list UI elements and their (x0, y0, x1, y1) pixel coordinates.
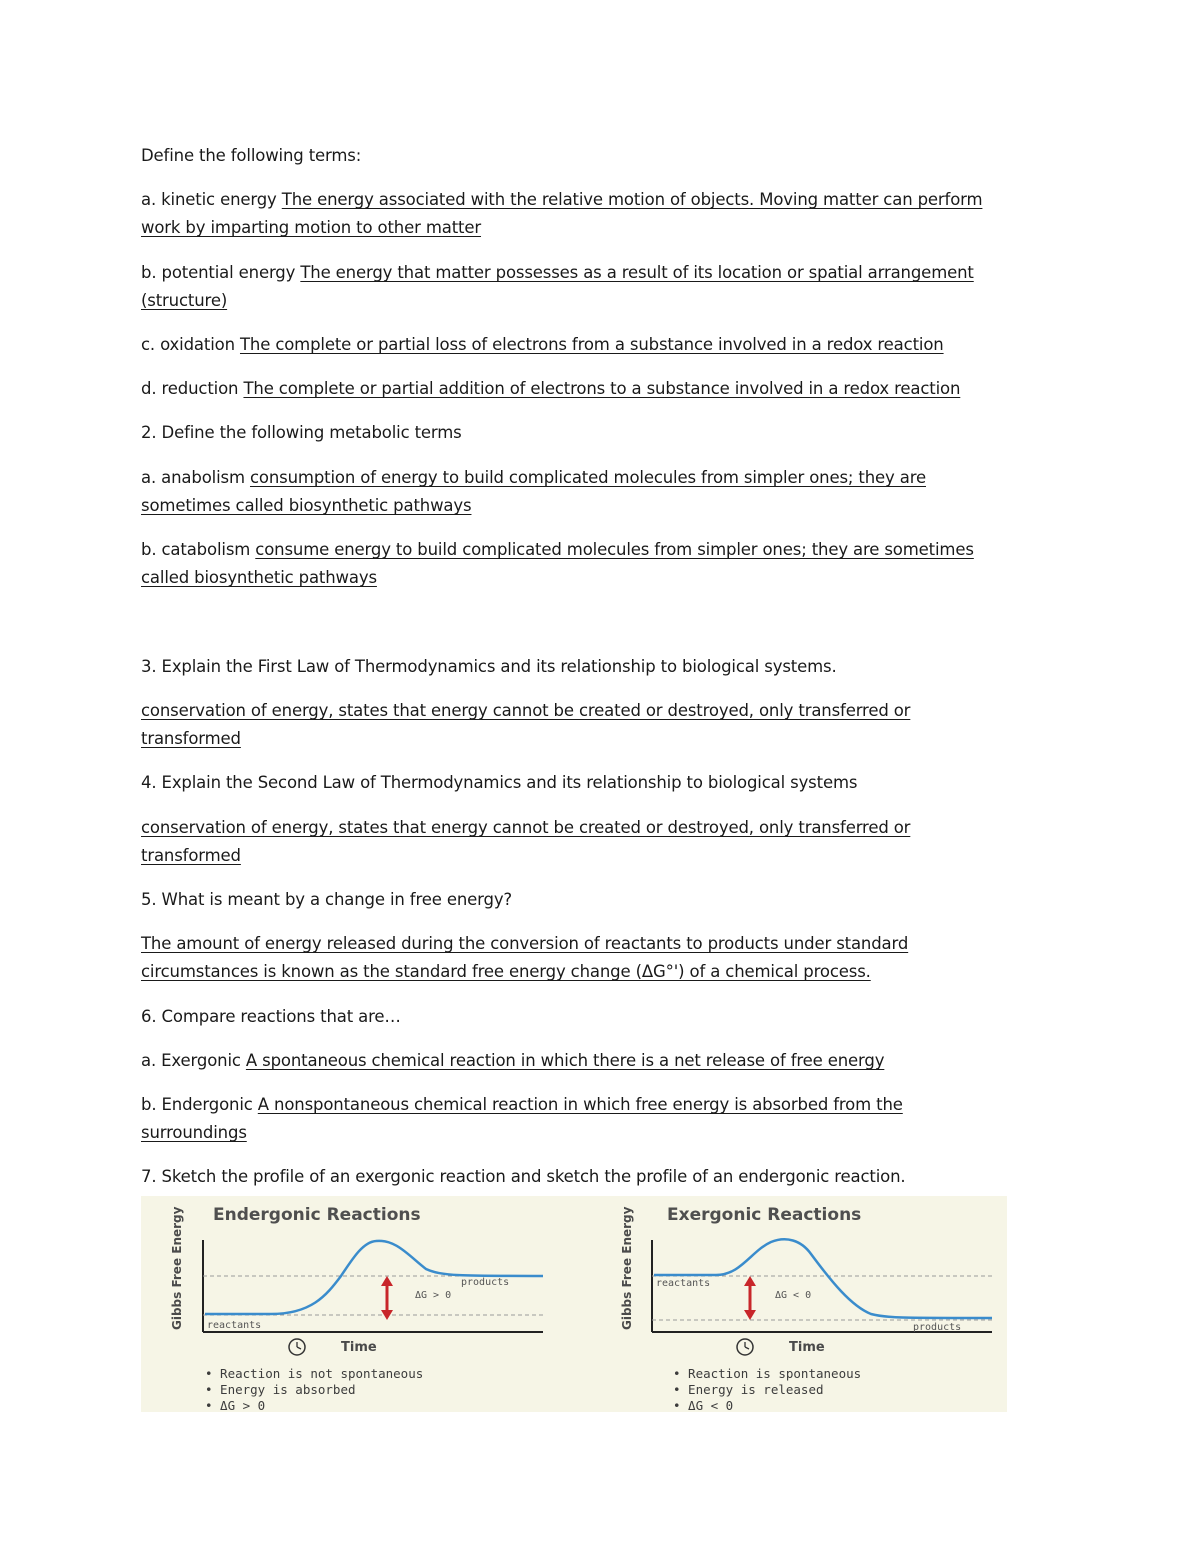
q4-title: 4. Explain the Second Law of Thermodynamics and its relationship to biological systems (141, 773, 858, 792)
q5-answer-line1: The amount of energy released during the conversion of reactants to products under standard (141, 934, 909, 953)
q1c-answer: The complete or partial loss of electrons from a substance involved in a redox reaction (239, 335, 944, 354)
q1c-term: c. oxidation (141, 335, 240, 354)
exergonic-products-label: products (913, 1322, 962, 1333)
endergonic-bullet-3: • ΔG > 0 (205, 1398, 266, 1412)
q3-answer-line1: conservation of energy, states that energy cannot be created or destroyed, only transferred or (141, 701, 911, 720)
endergonic-x-label: Time (341, 1340, 377, 1355)
q3-title: 3. Explain the First Law of Thermodynamics and its relationship to biological systems. (141, 657, 837, 676)
q2a-line1 (141, 464, 926, 492)
q6-title: 6. Compare reactions that are… (141, 1007, 401, 1026)
endergonic-clock-icon (289, 1339, 305, 1355)
q1d-term: d. reduction (141, 379, 244, 398)
q2-title: 2. Define the following metabolic terms (141, 423, 462, 442)
q3-answer-line2: transformed (141, 729, 241, 748)
q1a-answer: The energy associated with the relative motion of objects. Moving matter can perform (281, 190, 983, 209)
q1b-term: b. potential energy (141, 263, 301, 282)
exergonic-arrow-head-down (744, 1310, 756, 1320)
exergonic-clock-icon (737, 1339, 753, 1355)
endergonic-bullet-1: • Reaction is not spontaneous (205, 1366, 424, 1381)
exergonic-bullet-1: • Reaction is spontaneous (673, 1366, 862, 1381)
exergonic-title: Exergonic Reactions (667, 1205, 862, 1225)
q1b-answer: The energy that matter possesses as a result of its location or spatial arrangement (300, 263, 974, 282)
q4-answer-line1: conservation of energy, states that energy cannot be created or destroyed, only transferred or (141, 818, 911, 837)
exergonic-bullet-2: • Energy is released (673, 1382, 824, 1397)
endergonic-delta-label: ΔG > 0 (415, 1290, 452, 1301)
reaction-profiles-figure (141, 1196, 1007, 1412)
reaction-profiles-svg (141, 1196, 1007, 1412)
q1d-line (141, 375, 960, 403)
endergonic-bullet-2: • Energy is absorbed (205, 1382, 356, 1397)
exergonic-y-label: Gibbs Free Energy (620, 1206, 634, 1330)
q7-title: 7. Sketch the profile of an exergonic reaction and sketch the profile of an endergonic reaction. (141, 1167, 906, 1186)
endergonic-arrow-head-up (381, 1276, 393, 1286)
q6a-answer: A spontaneous chemical reaction in which there is a net release of free energy (245, 1051, 885, 1070)
endergonic-products-label: products (461, 1277, 510, 1288)
q2a-answer: consumption of energy to build complicated molecules from simpler ones; they are (249, 468, 926, 487)
q1a-line2: work by imparting motion to other matter (141, 218, 482, 237)
intro-heading: Define the following terms: (141, 146, 362, 165)
q6b-line2: surroundings (141, 1123, 247, 1142)
q5-title: 5. What is meant by a change in free energy? (141, 890, 513, 909)
q1d-answer: The complete or partial addition of electrons to a substance involved in a redox reaction (243, 379, 961, 398)
q1b-line1 (141, 259, 974, 287)
exergonic-delta-label: ΔG < 0 (775, 1290, 812, 1301)
endergonic-title: Endergonic Reactions (213, 1205, 421, 1225)
exergonic-x-label: Time (789, 1340, 825, 1355)
endergonic-reactants-label: reactants (207, 1320, 262, 1331)
q1b-line2: (structure) (141, 291, 228, 310)
q6a-term: a. Exergonic (141, 1051, 246, 1070)
q2a-term: a. anabolism (141, 468, 250, 487)
exergonic-arrow-head-up (744, 1276, 756, 1286)
q2a-line2: sometimes called biosynthetic pathways (141, 496, 472, 515)
q1a-term: a. kinetic energy (141, 190, 282, 209)
q6b-term: b. Endergonic (141, 1095, 258, 1114)
q2b-answer: consume energy to build complicated molecules from simpler ones; they are sometimes (255, 540, 974, 559)
q2b-line2: called biosynthetic pathways (141, 568, 377, 587)
q5-answer-line2: circumstances is known as the standard free energy change (ΔG°') of a chemical process. (141, 962, 871, 981)
exergonic-bullet-3: • ΔG < 0 (673, 1398, 734, 1412)
endergonic-y-label: Gibbs Free Energy (170, 1206, 184, 1330)
exergonic-reactants-label: reactants (656, 1278, 711, 1289)
q6a-line (141, 1047, 884, 1075)
q1c-line (141, 331, 944, 359)
q6b-line1 (141, 1091, 903, 1119)
endergonic-arrow-head-down (381, 1310, 393, 1320)
q2b-term: b. catabolism (141, 540, 256, 559)
q4-answer-line2: transformed (141, 846, 241, 865)
q1a-line1 (141, 186, 982, 214)
q6b-answer: A nonspontaneous chemical reaction in which free energy is absorbed from the (257, 1095, 903, 1114)
q2b-line1 (141, 536, 974, 564)
